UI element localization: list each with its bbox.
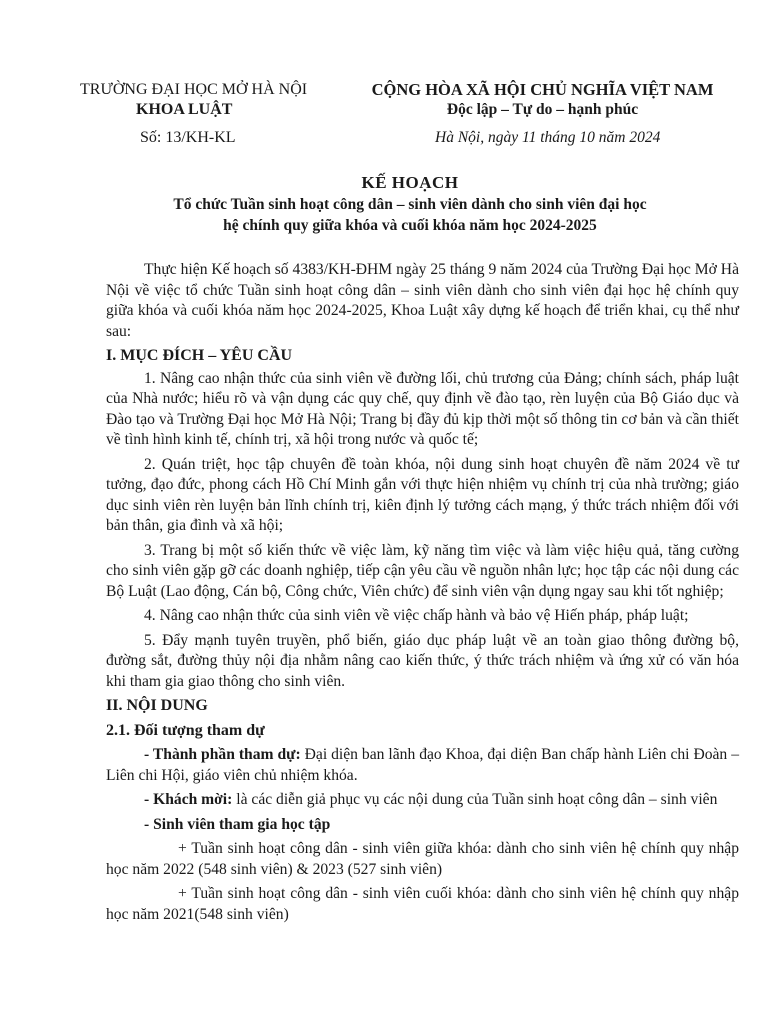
document-body [106,260,739,925]
title-subtitle-line-1: Tổ chức Tuần sinh hoạt công dân – sinh viên dành cho sinh viên đại học [173,196,647,213]
subsection-2-1-heading: 2.1. Đối tượng tham dự [106,721,265,739]
participants-paragraph [106,745,739,786]
document-title [90,172,730,236]
guests-text: là các diễn giả phục vụ các nội dung của Tuần sinh hoạt công dân – sinh viên [232,791,718,808]
purpose-item-5: 5. Đẩy mạnh tuyên truyền, phổ biến, giáo dục pháp luật về an toàn giao thông đường bộ, đường sắt, đường thủy nội địa nhằm nâng cao kiến thức, ý thức trách nhiệm và ứng xử có văn hóa khi tham gia giao thông cho sinh viên. [106,631,739,690]
title-subtitle-line-2: hệ chính quy giữa khóa và cuối khóa năm học 2024-2025 [223,217,597,234]
section-1-heading: I. MỤC ĐÍCH – YÊU CẦU [106,347,293,364]
students-label: - Sinh viên tham gia học tập [144,815,331,833]
school-name: TRƯỜNG ĐẠI HỌC MỞ HÀ NỘI [80,81,308,98]
document-number: Số: 13/KH-KL [140,129,236,146]
place-date: Hà Nội, ngày 11 tháng 10 năm 2024 [435,129,661,146]
header-right [345,80,740,148]
intro-paragraph: Thực hiện Kế hoạch số 4383/KH-ĐHM ngày 25 tháng 9 năm 2024 của Trường Đại học Mở Hà Nội về việc tổ chức Tuần sinh hoạt công dân – sinh viên dành cho sinh viên đại học hệ chính quy giữa khóa và cuối khóa năm học 2024-2025, Khoa Luật xây dựng kế hoạch để triển khai, cụ thể như sau: [106,261,739,340]
purpose-item-3: 3. Trang bị một số kiến thức về việc làm, kỹ năng tìm việc và làm việc hiệu quả, tăng cường cho sinh viên gặp gỡ các doanh nghiệp, tiếp cận yêu cầu về nguồn nhân lực; học tập các nội dung các Bộ Luật (Lao động, Cán bộ, Công chức, Viên chức) để sinh viên vận dụng ngay sau khi tốt nghiệp; [106,541,739,600]
purpose-item-2: 2. Quán triệt, học tập chuyên đề toàn khóa, nội dung sinh hoạt chuyên đề năm 2024 về tư tưởng, đạo đức, phong cách Hồ Chí Minh gắn với thực hiện nhiệm vụ chính trị của nhà trường; giáo dục sinh viên rèn luyện bản lĩnh chính trị, kiên định lý tưởng cách mạng, ý thức trách nhiệm đối với bản thân, gia đình và xã hội; [106,455,739,534]
participants-text: Đại diện ban lãnh đạo Khoa, đại diện Ban chấp hành Liên chi Đoàn – Liên chi Hội, giáo viên chủ nhiệm khóa. [106,746,739,784]
guests-label: - Khách mời: [144,791,233,808]
nation-title: CỘNG HÒA XÃ HỘI CHỦ NGHĨA VIỆT NAM [371,80,714,99]
participants-label: - Thành phần tham dự: [144,746,301,763]
header-left [80,80,340,148]
purpose-item-4: 4. Nâng cao nhận thức của sinh viên về việc chấp hành và bảo vệ Hiến pháp, pháp luật; [144,607,689,624]
title-main: KẾ HOẠCH [361,173,459,192]
student-item-midcourse: + Tuần sinh hoạt công dân - sinh viên giữa khóa: dành cho sinh viên hệ chính quy nhập học năm 2022 (548 sinh viên) & 2023 (527 sinh viên) [106,840,739,878]
section-2-heading: II. NỘI DUNG [106,697,208,714]
faculty-name: KHOA LUẬT [136,101,233,118]
guests-paragraph [106,790,739,811]
student-item-final: + Tuần sinh hoạt công dân - sinh viên cuối khóa: dành cho sinh viên hệ chính quy nhập học năm 2021(548 sinh viên) [106,885,739,923]
purpose-item-1: 1. Nâng cao nhận thức của sinh viên về đường lối, chủ trương của Đảng; chính sách, pháp luật của Nhà nước; hiểu rõ và vận dụng các quy chế, quy định về đào tạo, rèn luyện của Bộ Giáo dục và Đào tạo và Trường Đại học Mở Hà Nội; Trang bị đầy đủ kịp thời một số thông tin cơ bản và cần thiết về tình hình kinh tế, chính trị, xã hội trong nước và quốc tế; [106,369,739,448]
national-motto: Độc lập – Tự do – hạnh phúc [446,101,639,118]
